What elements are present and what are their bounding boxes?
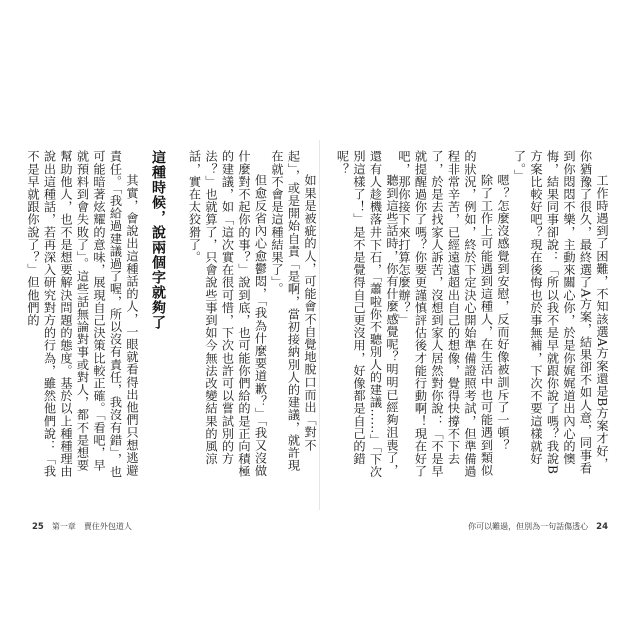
right-footer — [468, 521, 608, 532]
left-footer — [32, 521, 132, 532]
gutter — [319, 140, 320, 510]
paragraph: 嗯？怎麼沒感覺到安慰，反而好像被訓斥了一頓？ — [496, 174, 510, 452]
paragraph: 其實，會說出這種話的人，一眼就看得出他們只想逃避責任。「我給過建議過了喔，所以沒有責任，我沒有錯」，也可能暗著炫耀的意味，展現自己決策比較正確。「看吧，早就預料到會失敗了」。這些話無論對事或對人，都不是想要幫助他人，也不是想要解決問題的態度。基於以上種種理由說出這種話，若再深入研究對方的行為，雖然他們說：「我不是早就跟你說了？」但他們的 — [26, 150, 139, 478]
left-page — [26, 150, 318, 490]
right-page-body-a — [397, 150, 610, 480]
running-title: 賣住外包道人 — [83, 522, 132, 531]
running-title: 你可以難過，但別為一句話傷透心 — [468, 522, 589, 531]
paragraph: 除了工作上可能遇到這種人，在生活中也可能遇到類似的狀況，例如，終於下定決心開始準備證照考試，但準備過程非常辛苦，已經遠遠超出自己的想像，覺得快撐不下去了，於是去找家人訴苦，沒想到家人居然對你說：「不是早就提醒過你了嗎？你要更謹慎評估後才能行動啊！現在好了吧，那你接下來打算怎麼辦？」 — [397, 150, 494, 478]
paragraph: 工作時遇到了困難，不知該選A方案還是B方案才好，你猶豫了很久，最終選了A方案，結果卻不如人意，同事看到你悶悶不樂，主動來關心你，於是你娓娓道出內心的懊悔，結果同事卻說：「所以我不是早就跟你說了嗎？我說B方案比較好吧？現在後悔也於事無補，下次不要這樣就好了。」 — [512, 150, 609, 475]
section-heading: 這種時候，說兩個字就夠了 — [150, 150, 166, 330]
paragraph: 但愈反省內心愈鬱悶，「我為什麼要道歉？」「我又沒做什麼對不起你的事？」說到底，也可能你們給的是正向積極的建議，如「這次實在很可惜，下次也許可以嘗試別的方法？」也就算了，只會說些事到如今無法改變結果的風涼話，實在太狡猾了。 — [187, 150, 268, 478]
paragraph: 如果是被疵的人，可能會不自覺地脫口而出「對不起」，或是開始自責「是啊，當初接納別人的建議，就許現在就不會是這種結果了」。 — [270, 150, 317, 472]
page-number: 24 — [596, 522, 608, 532]
left-page-body-a — [187, 150, 318, 480]
left-page-body-b — [26, 150, 140, 480]
right-page-body-b — [322, 150, 400, 480]
paragraph: 聽到這些話時，你有什麼感覺呢？明明已經夠沮喪了，還有人趁機落井下石，「蕭啦你不聽別人的建議……」「下次別這樣了！」是不是覺得自己更沒用，好像都是自己的錯呢？ — [335, 150, 399, 478]
right-page — [322, 150, 610, 490]
chapter-label: 第一章 — [51, 522, 76, 531]
page-number: 25 — [32, 522, 44, 532]
